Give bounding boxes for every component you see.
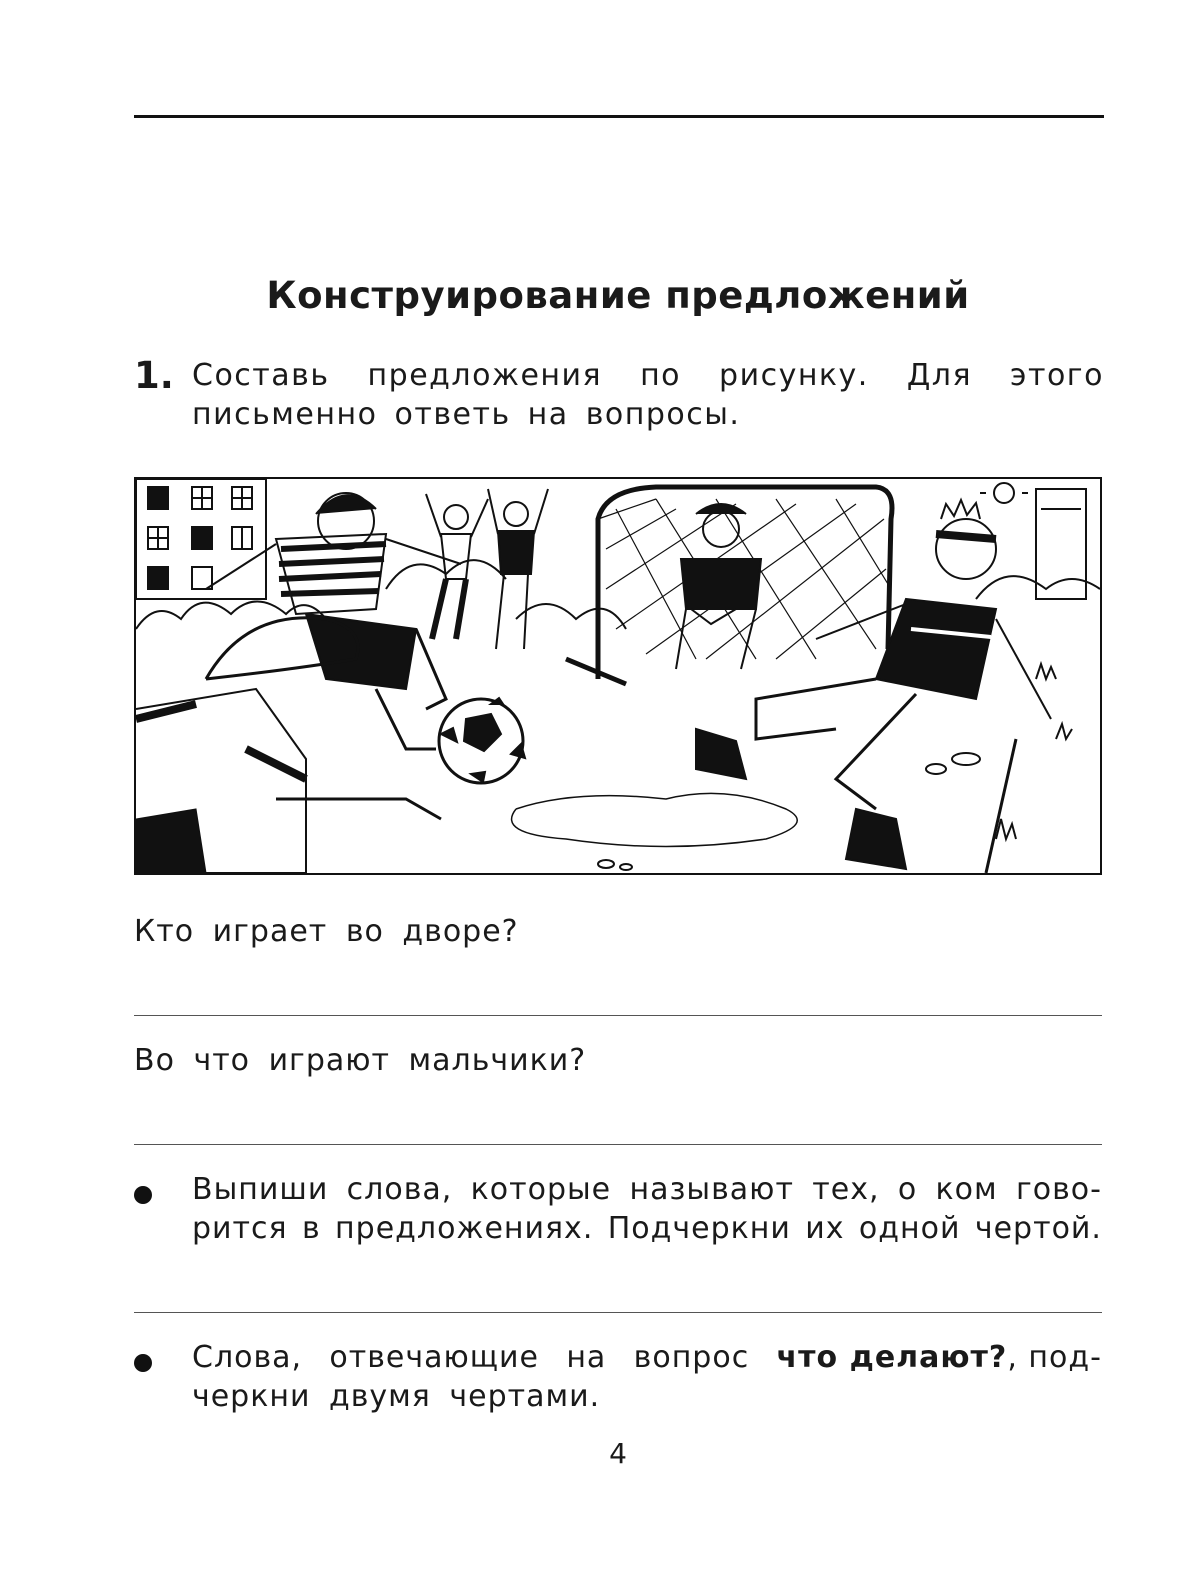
football-scene-drawing: [136, 479, 1100, 873]
page-title: Конструирование предложений: [266, 274, 970, 317]
bullet-2-line1: [192, 1340, 1102, 1375]
word: чертой.: [974, 1211, 1102, 1246]
word: которые: [470, 1172, 612, 1207]
word: Слова,: [192, 1340, 303, 1375]
word: вопрос: [633, 1340, 750, 1375]
bullet-marker: [134, 1354, 152, 1372]
bullet-1-line2: [192, 1211, 1102, 1246]
word: отвечающие: [329, 1340, 539, 1375]
word: Выпиши: [192, 1172, 329, 1207]
task-instruction-line1: [192, 358, 1104, 393]
question-what-game: Во что играют мальчики?: [134, 1043, 587, 1078]
bullet-2-line2: черкни двумя чертами.: [192, 1379, 601, 1414]
page-number: 4: [609, 1437, 627, 1470]
word: одной: [858, 1211, 961, 1246]
word: Подчеркни: [607, 1211, 791, 1246]
word: Составь: [192, 358, 330, 393]
word: слова,: [346, 1172, 453, 1207]
word: предложения: [367, 358, 603, 393]
word: рисунку.: [719, 358, 869, 393]
windows-left: [148, 487, 252, 589]
word: в: [301, 1211, 321, 1246]
answer-line-3[interactable]: [134, 1312, 1102, 1313]
word: тех,: [812, 1172, 880, 1207]
bullet-1-line1: [192, 1172, 1102, 1207]
word: называют: [629, 1172, 794, 1207]
bold-question-group: [777, 1340, 1102, 1375]
bullet-marker: [134, 1186, 152, 1204]
word: рится: [192, 1211, 288, 1246]
bold-question: что делают?: [776, 1340, 1008, 1375]
answer-line-2[interactable]: [134, 1144, 1102, 1145]
answer-line-1[interactable]: [134, 1015, 1102, 1016]
word: Для: [906, 358, 973, 393]
task-instruction-line2: письменно ответь на вопросы.: [192, 397, 741, 432]
word: на: [566, 1340, 607, 1375]
illustration-boys-playing-football: [134, 477, 1102, 875]
word-suffix: , под-: [1007, 1340, 1102, 1375]
word: их: [805, 1211, 845, 1246]
top-rule: [134, 115, 1104, 118]
word: по: [640, 358, 682, 393]
task-number: 1.: [134, 354, 174, 397]
word: о: [897, 1172, 918, 1207]
word: ком: [935, 1172, 998, 1207]
question-who-plays: Кто играет во дворе?: [134, 914, 519, 949]
word: этого: [1010, 358, 1104, 393]
word: гово-: [1016, 1172, 1102, 1207]
word: предложениях.: [335, 1211, 594, 1246]
